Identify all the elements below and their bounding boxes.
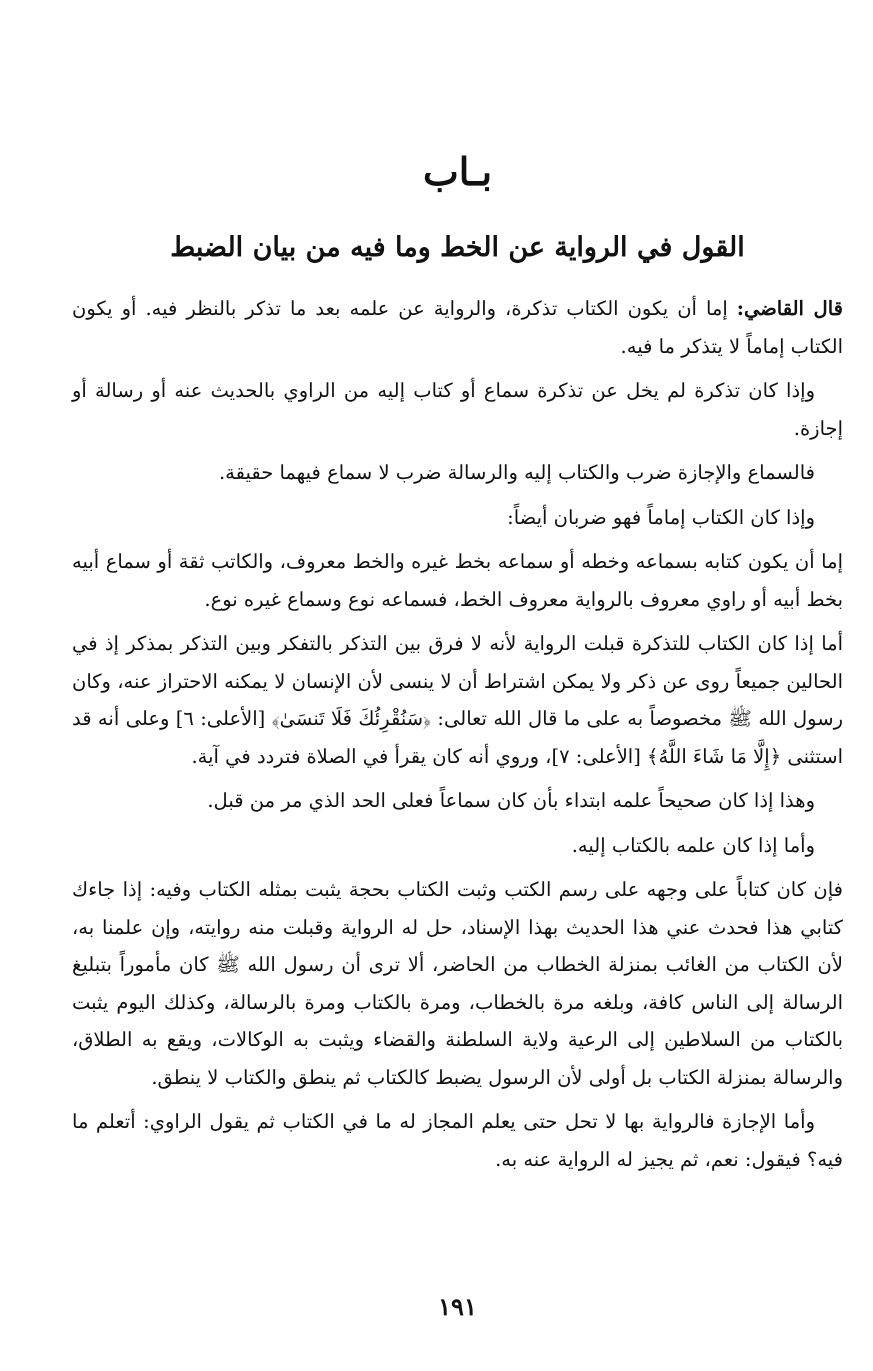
paragraph: وإذا كان الكتاب إماماً فهو ضربان أيضاً: — [507, 505, 815, 529]
body-text — [72, 290, 843, 1185]
paragraph: وأما إذا كان علمه بالكتاب إليه. — [571, 833, 815, 857]
paragraph: وهذا إذا كان صحيحاً علمه ابتداء بأن كان سماعاً فعلى الحد الذي مر من قبل. — [207, 789, 815, 812]
paragraph: فالسماع والإجازة ضرب والكتاب إليه والرسالة ضرب لا سماع فيهما حقيقة. — [218, 461, 815, 484]
paragraph: إما أن يكون كتابه بسماعه وخطه أو سماعه بخط غيره والخط معروف، والكاتب ثقة أو سماع أبيه بخط أبيه أو راوي معروف بالرواية معروف الخط، فسماعه نوع وسماع غيره نوع. — [72, 550, 843, 611]
paragraph: أما إذا كان الكتاب للتذكرة قبلت الرواية لأنه لا فرق بين التذكر بالتفكر وبين التذكر بمذكر إذ في الحالين جميعاً روى عن ذكر ولا يمكن اشتراط أن لا ينسى لأن الإنسان لا يمكنه الاحتراز عنه، وكان رسول الله ﷺ مخصوصاً به على ما قال الله تعالى: ﴿سَنُقْرِئُكَ فَلَا تَنسَىٰ﴾ [الأعلى: ٦] وعلى أنه قد استثنى ﴿إِلَّا مَا شَاءَ اللَّهُ﴾ [الأعلى: ٧]، وروي أنه كان يقرأ في الصلاة فتردد في آية. — [72, 632, 843, 768]
section-title: القول في الرواية عن الخط وما فيه من بيان الضبط — [170, 232, 745, 263]
book-page — [72, 0, 843, 1371]
paragraph: وإذا كان تذكرة لم يخل عن تذكرة سماع أو كتاب إليه من الراوي بالحديث عنه أو رسالة أو إجازة. — [72, 379, 843, 440]
speaker-label: قال القاضي: — [736, 297, 843, 320]
page-number: ١٩١ — [438, 1292, 477, 1321]
paragraph: وأما الإجازة فالرواية بها لا تحل حتى يعلم المجاز له ما في الكتاب ثم يقول الراوي: أتعلم ما فيه؟ فيقول: نعم، ثم يجيز له الرواية عنه به. — [72, 1110, 843, 1171]
chapter-heading: بـاب — [422, 149, 493, 194]
paragraph — [72, 290, 843, 365]
paragraph: فإن كان كتاباً على وجهه على رسم الكتب وثبت الكتاب بحجة يثبت بمثله الكتاب وفيه: إذا جاءك كتابي هذا فحدث عني هذا الحديث بهذا الإسناد، حل له الرواية وقبلت منه روايته، وإن علمنا به، لأن الكتاب من الغائب بمنزلة الخطاب من الحاضر، ألا ترى أن رسول الله ﷺ كان مأموراً بتبليغ الرسالة إلى الناس كافة، وبلغه مرة بالخطاب، ومرة بالكتاب ومرة بالرسالة، وكذلك اليوم يثبت بالكتاب من السلاطين إلى الرعية ولاية السلطنة والقضاء ويثبت به الوكالات، ويقع به الطلاق، والرسالة بمنزلة الكتاب بل أولى لأن الرسول يضبط كالكتاب ثم ينطق والكتاب لا ينطق. — [72, 878, 843, 1089]
paragraph-text: إما أن يكون الكتاب تذكرة، والرواية عن علمه بعد ما تذكر بالنظر فيه. أو يكون الكتاب إماماً لا يتذكر ما فيه. — [72, 297, 843, 358]
